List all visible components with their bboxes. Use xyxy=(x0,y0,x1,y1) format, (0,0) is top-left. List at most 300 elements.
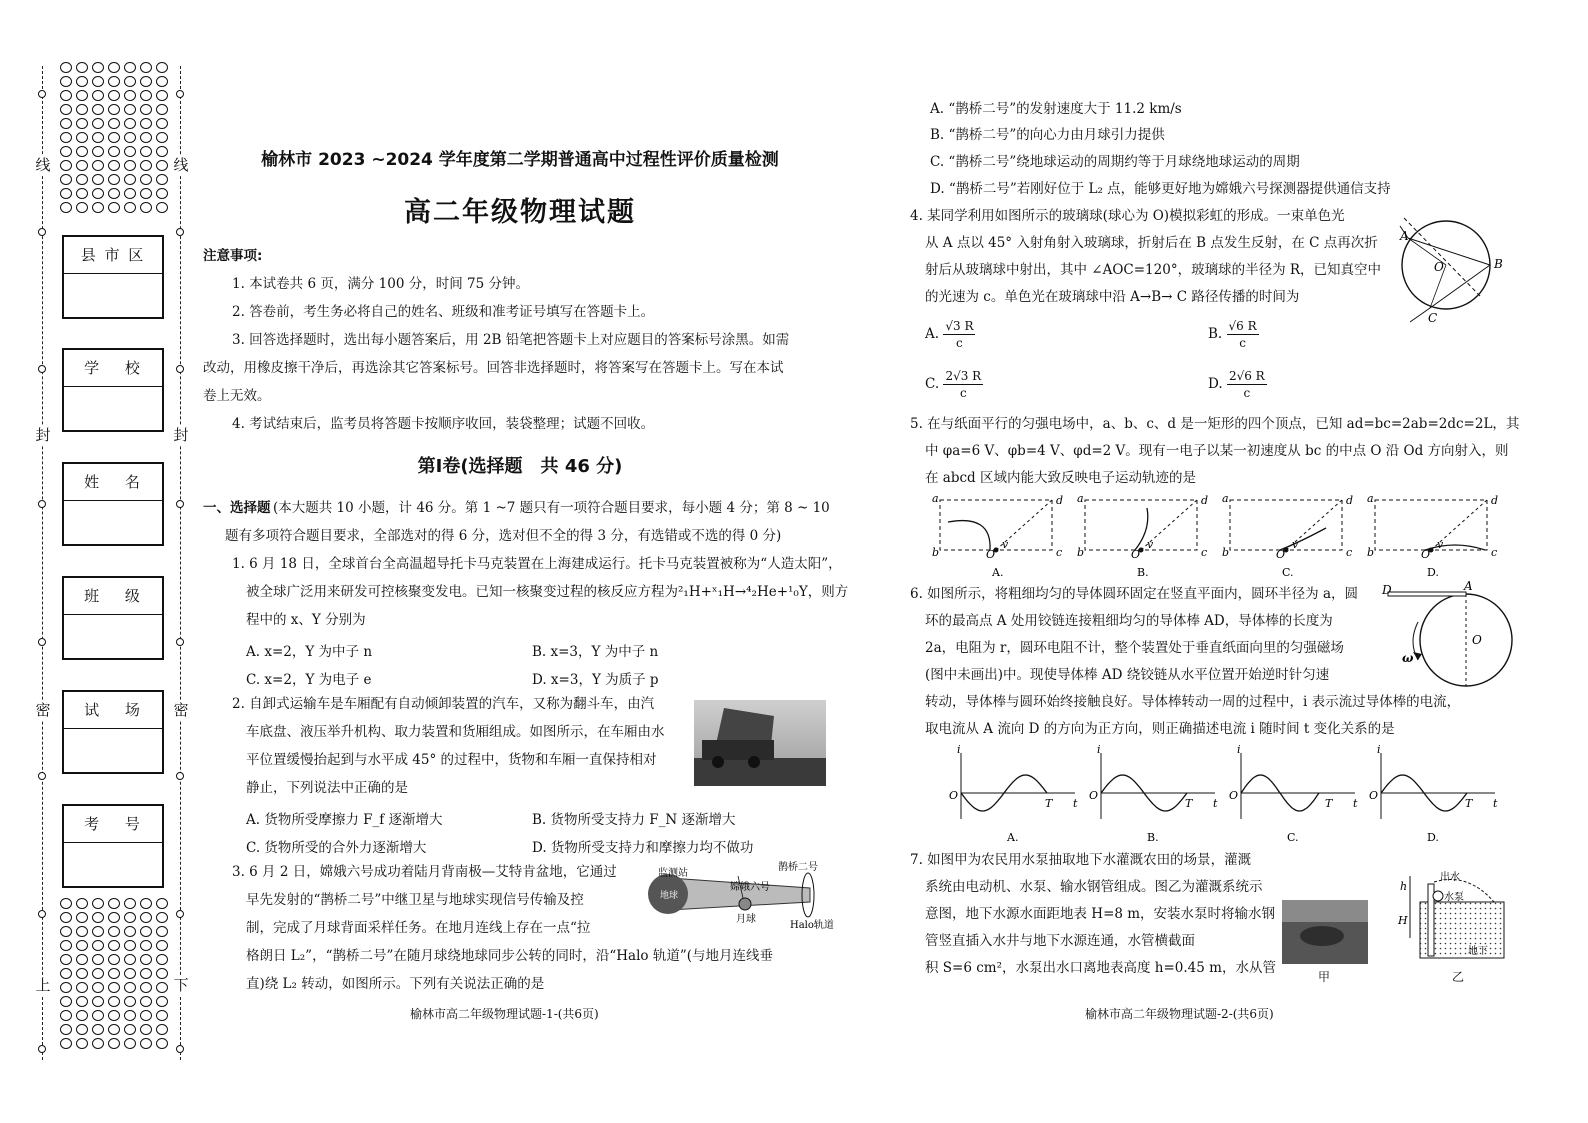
dot xyxy=(60,146,72,157)
notice-line: 1. 本试卷共 6 页，满分 100 分，时间 75 分钟。 xyxy=(232,276,529,292)
dot xyxy=(92,174,104,185)
q3-fig-label: 月球 xyxy=(736,914,756,925)
dot xyxy=(76,132,88,143)
dot xyxy=(60,118,72,129)
dot xyxy=(60,76,72,87)
info-box-school[interactable] xyxy=(62,348,164,432)
q3-option-c[interactable]: C. “鹊桥二号”绕地球运动的周期约等于月球绕地球运动的周期 xyxy=(930,154,1300,170)
q6-text: (图中未画出)中。现使导体棒 AD 绕铰链从水平位置开始逆时针匀速 xyxy=(925,667,1330,683)
q4-text: 4. 某同学利用如图所示的玻璃球(球心为 O)模拟彩虹的形成。一束单色光 xyxy=(910,208,1345,224)
notice-line: 改动，用橡皮擦干净后，再选涂其它答案标号。回答非选择题时，将答案写在答题卡上。写在本试 xyxy=(203,360,784,376)
q4-fig-label: O xyxy=(1434,260,1444,274)
q5-label: c xyxy=(1491,546,1498,559)
dot xyxy=(124,898,136,909)
q5-label: d xyxy=(1346,494,1354,507)
q4-fig-label: B xyxy=(1494,257,1503,271)
dot xyxy=(156,996,168,1007)
dot xyxy=(92,968,104,979)
q3-option-a[interactable]: A. “鹊桥二号”的发射速度大于 11.2 km/s xyxy=(930,101,1182,117)
dot xyxy=(76,1038,88,1049)
q6-graph-label: t xyxy=(1213,797,1218,810)
dot xyxy=(156,188,168,199)
dot xyxy=(108,62,120,73)
moon-icon xyxy=(739,898,751,910)
dot xyxy=(76,76,88,87)
dot xyxy=(108,118,120,129)
dot xyxy=(60,982,72,993)
fraction-numerator: √6 R xyxy=(1228,319,1257,333)
q6-option-label: B. xyxy=(1147,831,1159,844)
dot xyxy=(140,926,152,937)
q5-label: O xyxy=(986,548,996,561)
dot xyxy=(124,1010,136,1021)
q6-fig-label: D xyxy=(1382,583,1392,597)
dot xyxy=(140,1010,152,1021)
option-label: A. xyxy=(925,326,940,342)
q5-label: a xyxy=(1077,492,1084,505)
q4-glass-sphere-figure xyxy=(1400,208,1510,326)
dot xyxy=(140,62,152,73)
q6-text: 环的最高点 A 处用铰链连接粗细均匀的导体棒 AD，导体棒的长度为 xyxy=(925,613,1333,629)
q5-trajectory xyxy=(1280,528,1326,550)
dot xyxy=(108,940,120,951)
dot xyxy=(156,968,168,979)
q4-option-d[interactable] xyxy=(1208,368,1267,401)
dot xyxy=(76,1010,88,1021)
option-label: C. xyxy=(925,376,940,392)
dot xyxy=(156,118,168,129)
info-box-label: 县 市 区 xyxy=(64,237,162,274)
dot xyxy=(60,954,72,965)
notice-line: 4. 考试结束后，监考员将答题卡按顺序收回，装袋整理；试题不回收。 xyxy=(232,416,655,432)
dot xyxy=(60,1038,72,1049)
dot xyxy=(60,90,72,101)
dot xyxy=(108,996,120,1007)
dot xyxy=(140,104,152,115)
info-box-label: 姓 名 xyxy=(64,464,162,501)
dot xyxy=(60,1010,72,1021)
q3-fig-label: Halo轨道 xyxy=(790,920,834,931)
binding-ring xyxy=(38,1045,46,1053)
dot xyxy=(76,62,88,73)
dot xyxy=(108,104,120,115)
q1-option-d[interactable]: D. x=3，Y 为质子 p xyxy=(532,672,659,688)
q6-graph-label: O xyxy=(949,789,959,802)
dot xyxy=(156,160,168,171)
q6-fig-label: A xyxy=(1464,579,1473,593)
binding-ring xyxy=(38,228,46,236)
dot xyxy=(76,898,88,909)
dot xyxy=(92,912,104,923)
q2-text: 车底盘、液压举升机构、取力装置和货厢组成。如图所示，在车厢由水 xyxy=(246,724,665,740)
dot xyxy=(92,76,104,87)
q5-option-diagram xyxy=(1367,492,1498,579)
dot xyxy=(60,968,72,979)
q5-rectangle xyxy=(1230,500,1342,550)
dot xyxy=(156,1024,168,1035)
dot xyxy=(140,1024,152,1035)
dot xyxy=(92,898,104,909)
seal-label: 封 xyxy=(33,425,53,445)
seal-label: 线 xyxy=(33,155,53,175)
dot xyxy=(76,940,88,951)
info-box-district[interactable] xyxy=(62,235,164,319)
q6-text: 2a，电阻为 r，圆环电阻不计，整个装置处于垂直纸面向里的匀强磁场 xyxy=(925,640,1344,656)
dot xyxy=(60,62,72,73)
q4-option-b[interactable] xyxy=(1208,318,1259,351)
q4-fig-label: C xyxy=(1428,311,1438,325)
dot xyxy=(156,898,168,909)
q6-text: 取电流从 A 流向 D 的方向为正方向，则正确描述电流 i 随时间 t 变化关系的是 xyxy=(925,721,1395,737)
q5-option-label: C. xyxy=(1282,566,1294,579)
dot xyxy=(60,912,72,923)
dot xyxy=(60,898,72,909)
q5-label: d xyxy=(1491,494,1499,507)
dot xyxy=(76,188,88,199)
notice-line: 3. 回答选择题时，选出每小题答案后，用 2B 铅笔把答题卡上对应题目的答案标号涂黑。如需 xyxy=(232,332,790,348)
q3-text: 直)绕 L₂ 转动，如图所示。下列有关说法正确的是 xyxy=(246,976,545,992)
dot xyxy=(108,1038,120,1049)
dot xyxy=(140,1038,152,1049)
q5-option-label: A. xyxy=(992,566,1004,579)
fraction-denominator: c xyxy=(956,336,963,350)
q5-label: b xyxy=(1077,546,1085,559)
q5-option-diagram xyxy=(1077,492,1208,579)
q4-fig-label: A xyxy=(1400,229,1409,243)
seal-label: 线 xyxy=(171,155,191,175)
q6-option-label: A. xyxy=(1007,831,1019,844)
q3-text: 早先发射的“鹊桥二号”中继卫星与地球实现信号传输及控 xyxy=(246,892,584,908)
q6-graph-label: O xyxy=(1229,789,1239,802)
notice-heading: 注意事项: xyxy=(203,248,263,264)
info-box-label: 学 校 xyxy=(64,350,162,387)
q5-option-label: D. xyxy=(1427,566,1439,579)
q5-option-diagram xyxy=(932,492,1063,579)
q6-graph-label: t xyxy=(1493,797,1498,810)
dot xyxy=(124,104,136,115)
dot xyxy=(140,188,152,199)
q6-graph-label: T xyxy=(1045,797,1053,810)
dot xyxy=(76,912,88,923)
fraction-numerator: √3 R xyxy=(945,319,974,333)
dot xyxy=(156,1010,168,1021)
q7-caption-b: 乙 xyxy=(1452,970,1465,984)
dot xyxy=(156,132,168,143)
q6-fig-label: ω xyxy=(1402,651,1414,665)
q1-text: 程中的 x、Y 分别为 xyxy=(246,612,366,628)
q7-fig-label: 出水 xyxy=(1440,872,1460,883)
dot xyxy=(124,996,136,1007)
q5-text: 中 φa=6 V、φb=4 V、φd=2 V。现有一电子以某一初速度从 bc 的中点 O 沿 Od 方向射入，则 xyxy=(925,443,1509,459)
q5-label: v xyxy=(1292,538,1299,551)
binding-ring xyxy=(38,500,46,508)
q7-fig-label: H xyxy=(1398,914,1408,927)
dot xyxy=(60,202,72,213)
q3-text: 制，完成了月球背面采样任务。在地月连线上存在一点“拉 xyxy=(246,920,591,936)
dot xyxy=(92,1010,104,1021)
q2-option-b[interactable]: B. 货物所受支持力 F_N 逐渐增大 xyxy=(532,812,736,828)
q2-option-a[interactable]: A. 货物所受摩擦力 F_f 逐渐增大 xyxy=(246,812,443,828)
q4-text: 从 A 点以 45° 入射角射入玻璃球，折射后在 B 点发生反射，在 C 点再次折 xyxy=(925,235,1378,251)
q7-text: 7. 如图甲为农民用水泵抽取地下水灌溉农田的场景，灌溉 xyxy=(910,852,1252,868)
dot xyxy=(60,996,72,1007)
dot xyxy=(124,160,136,171)
binding-ring xyxy=(176,228,184,236)
binding-ring xyxy=(38,90,46,98)
seal-label: 上 xyxy=(33,975,53,995)
q5-trajectory-options xyxy=(930,492,1510,578)
dot-pattern-top xyxy=(60,62,178,215)
q5-trajectory xyxy=(948,521,990,550)
dot xyxy=(124,62,136,73)
info-box-label: 班 级 xyxy=(64,578,162,615)
info-box-name[interactable] xyxy=(62,462,164,546)
section-title: 第Ⅰ卷(选择题 共 46 分) xyxy=(417,456,623,477)
q6-graph-label: O xyxy=(1089,789,1099,802)
dot xyxy=(156,982,168,993)
dot xyxy=(92,90,104,101)
binding-ring xyxy=(38,638,46,646)
q6-graph xyxy=(1229,743,1358,844)
dot xyxy=(140,982,152,993)
q7-fig-label: 地下 xyxy=(1468,946,1488,957)
dot xyxy=(108,188,120,199)
q3-text: 3. 6 月 2 日，嫦娥六号成功着陆月背南极—艾特肯盆地，它通过 xyxy=(232,864,617,880)
q1-option-c[interactable]: C. x=2，Y 为电子 e xyxy=(246,672,372,688)
q2-text: 静止，下列说法中正确的是 xyxy=(246,780,408,796)
q6-graph-label: i xyxy=(1097,743,1101,756)
dot xyxy=(108,160,120,171)
q6-graph-label: O xyxy=(1369,789,1379,802)
dot xyxy=(76,118,88,129)
binding-ring xyxy=(38,772,46,780)
q5-label: b xyxy=(932,546,940,559)
dot xyxy=(140,146,152,157)
q6-option-label: D. xyxy=(1427,831,1439,844)
dot xyxy=(108,898,120,909)
notice-line: 2. 答卷前，考生务必将自己的姓名、班级和准考证号填写在答题卡上。 xyxy=(232,304,655,320)
dot xyxy=(76,104,88,115)
q6-graph xyxy=(1369,743,1498,844)
dot xyxy=(124,90,136,101)
q5-label: b xyxy=(1367,546,1375,559)
fraction-denominator: c xyxy=(959,386,967,400)
footer-right: 榆林市高二年级物理试题-2-(共6页) xyxy=(1085,1007,1274,1021)
q5-label: O xyxy=(1131,548,1141,561)
dot xyxy=(156,1038,168,1049)
dot xyxy=(124,982,136,993)
q6-graph xyxy=(949,743,1078,844)
q1-text: 被全球广泛用来研发可控核聚变发电。已知一核聚变过程的核反应方程为²₁H+ˣ₁H→⁴₂He+¹₀Y，则方 xyxy=(246,584,849,600)
dot xyxy=(156,912,168,923)
dot xyxy=(76,968,88,979)
q3-option-b[interactable]: B. “鹊桥二号”的向心力由月球引力提供 xyxy=(930,127,1165,143)
dot xyxy=(140,160,152,171)
q5-rectangle xyxy=(1375,500,1487,550)
q5-text: 5. 在与纸面平行的匀强电场中，a、b、c、d 是一矩形的四个顶点，已知 ad=bc=2ab=2dc=2L，其 xyxy=(910,416,1520,432)
dot xyxy=(156,940,168,951)
section-intro: (本大题共 10 小题，计 46 分。第 1 ~7 题只有一项符合题目要求，每小题 4 分；第 8 ~ 10 xyxy=(273,500,830,516)
q7-text: 系统由电动机、水泵、输水钢管组成。图乙为灌溉系统示 xyxy=(925,879,1263,895)
q4-text: 的光速为 c。单色光在玻璃球中沿 A→B→ C 路径传播的时间为 xyxy=(925,289,1300,305)
dot xyxy=(76,996,88,1007)
q5-option-diagram xyxy=(1222,492,1353,579)
q2-text: 平位置缓慢抬起到与水平成 45° 的过程中，货物和车厢一直保持相对 xyxy=(246,752,657,768)
seal-label: 封 xyxy=(171,425,191,445)
dot xyxy=(60,940,72,951)
q3-text: 格朗日 L₂”，“鹊桥二号”在随月球绕地球同步公转的同时，沿“Halo 轨道”(与地月连线垂 xyxy=(246,948,773,964)
dot xyxy=(156,62,168,73)
exam-title: 榆林市 2023 ~2024 学年度第二学期普通高中过程性评价质量检测 xyxy=(261,150,779,170)
binding-margin xyxy=(20,60,205,1060)
dot xyxy=(140,90,152,101)
info-box-class[interactable] xyxy=(62,576,164,660)
notice-line: 卷上无效。 xyxy=(203,388,271,404)
dot xyxy=(140,118,152,129)
fraction-denominator: c xyxy=(1239,336,1246,350)
q5-label: c xyxy=(1056,546,1063,559)
dot xyxy=(92,118,104,129)
dot xyxy=(124,132,136,143)
dot xyxy=(140,898,152,909)
dot xyxy=(124,940,136,951)
dot xyxy=(60,104,72,115)
dot xyxy=(124,202,136,213)
dot xyxy=(108,90,120,101)
dot xyxy=(124,912,136,923)
q7-text: 管竖直插入水井与地下水源连通，水管横截面 xyxy=(925,933,1195,949)
dot xyxy=(60,174,72,185)
dot xyxy=(124,968,136,979)
dot xyxy=(108,1024,120,1035)
binding-ring xyxy=(176,500,184,508)
section-intro: 题有多项符合题目要求，全部选对的得 6 分，选对但不全的得 3 分，有选错或不选的得 0 分) xyxy=(225,528,782,544)
dot xyxy=(76,202,88,213)
info-box-exam-number[interactable] xyxy=(62,804,164,888)
dot xyxy=(76,982,88,993)
q5-label: v xyxy=(1437,538,1444,551)
q6-fig-label: O xyxy=(1472,633,1482,647)
q1-option-a[interactable]: A. x=2，Y 为中子 n xyxy=(246,644,373,660)
q6-text: 转动，导体棒与圆环始终接触良好。导体棒转动一周的过程中，i 表示流过导体棒的电流， xyxy=(925,694,1461,710)
q3-fig-label: 鹊桥二号 xyxy=(778,862,818,873)
dot xyxy=(92,1038,104,1049)
dot xyxy=(124,1024,136,1035)
option-label: D. xyxy=(1208,376,1223,392)
q2-text: 2. 自卸式运输车是车厢配有自动倾卸装置的汽车，又称为翻斗车，由汽 xyxy=(232,696,655,712)
q2-option-c[interactable]: C. 货物所受的合外力逐渐增大 xyxy=(246,840,427,856)
q5-label: c xyxy=(1201,546,1208,559)
dot xyxy=(76,90,88,101)
dot xyxy=(140,202,152,213)
dot xyxy=(60,188,72,199)
dot xyxy=(92,146,104,157)
dot xyxy=(76,146,88,157)
q6-graph xyxy=(1089,743,1218,844)
q4-text: 射后从玻璃球中射出，其中 ∠AOC=120°，玻璃球的半径为 R，已知真空中 xyxy=(925,262,1382,278)
dot xyxy=(76,926,88,937)
q4-option-a[interactable] xyxy=(925,318,975,351)
q6-option-label: C. xyxy=(1287,831,1299,844)
dot xyxy=(92,202,104,213)
dot xyxy=(60,926,72,937)
q5-text: 在 abcd 区域内能大致反映电子运动轨迹的是 xyxy=(925,470,1196,486)
fraction-denominator: c xyxy=(1243,386,1251,400)
q5-label: d xyxy=(1056,494,1064,507)
dot xyxy=(108,174,120,185)
q5-label: a xyxy=(1367,492,1374,505)
q6-graph-label: T xyxy=(1465,797,1473,810)
dot xyxy=(60,160,72,171)
q1-option-b[interactable]: B. x=3，Y 为中子 n xyxy=(532,644,659,660)
q7-fig-label: h xyxy=(1400,880,1408,893)
dot xyxy=(92,982,104,993)
dot xyxy=(124,188,136,199)
q5-label: b xyxy=(1222,546,1230,559)
dot xyxy=(140,996,152,1007)
dot xyxy=(60,132,72,143)
q5-label: v xyxy=(1147,538,1154,551)
dot xyxy=(124,926,136,937)
dot xyxy=(156,174,168,185)
binding-ring xyxy=(176,772,184,780)
info-box-room[interactable] xyxy=(62,690,164,774)
dot xyxy=(156,146,168,157)
dot xyxy=(108,146,120,157)
q7-text: 意图，地下水源水面距地表 H=8 m，安装水泵时将输水钢 xyxy=(925,906,1276,922)
dot xyxy=(124,1038,136,1049)
dot xyxy=(140,968,152,979)
q2-dump-truck-photo xyxy=(694,700,826,786)
info-box-label: 考 号 xyxy=(64,806,162,843)
dot xyxy=(92,996,104,1007)
binding-ring xyxy=(38,910,46,918)
q7-caption-a: 甲 xyxy=(1318,970,1331,984)
q6-graph-label: i xyxy=(1377,743,1381,756)
footer-left: 榆林市高二年级物理试题-1-(共6页) xyxy=(410,1007,599,1021)
q6-graph-label: T xyxy=(1185,797,1193,810)
fraction-numerator: 2√6 R xyxy=(1228,369,1265,383)
binding-ring xyxy=(38,365,46,373)
dot xyxy=(76,174,88,185)
dot xyxy=(124,954,136,965)
q6-ring-rod-figure xyxy=(1378,579,1508,692)
dot xyxy=(156,90,168,101)
q5-option-label: B. xyxy=(1137,566,1149,579)
seal-label: 下 xyxy=(171,975,191,995)
dot xyxy=(92,104,104,115)
dot xyxy=(156,76,168,87)
q3-option-d[interactable]: D. “鹊桥二号”若刚好位于 L₂ 点，能够更好地为嫦娥六号探测器提供通信支持 xyxy=(930,181,1391,197)
dot xyxy=(108,202,120,213)
q7-field-photo xyxy=(1282,900,1368,964)
dot xyxy=(76,1024,88,1035)
q5-trajectory xyxy=(1135,508,1148,550)
q2-option-d[interactable]: D. 货物所受支持力和摩擦力均不做功 xyxy=(532,840,754,856)
info-box-label: 试 场 xyxy=(64,692,162,729)
q5-label: a xyxy=(1222,492,1229,505)
q4-option-c[interactable] xyxy=(925,368,983,401)
dot xyxy=(108,954,120,965)
option-label: B. xyxy=(1208,326,1223,342)
q3-earth-moon-figure xyxy=(640,858,834,933)
dot xyxy=(156,926,168,937)
dot xyxy=(108,132,120,143)
dot xyxy=(140,954,152,965)
seal-label: 密 xyxy=(33,700,53,720)
dot xyxy=(124,118,136,129)
q5-label: v xyxy=(1002,538,1009,551)
